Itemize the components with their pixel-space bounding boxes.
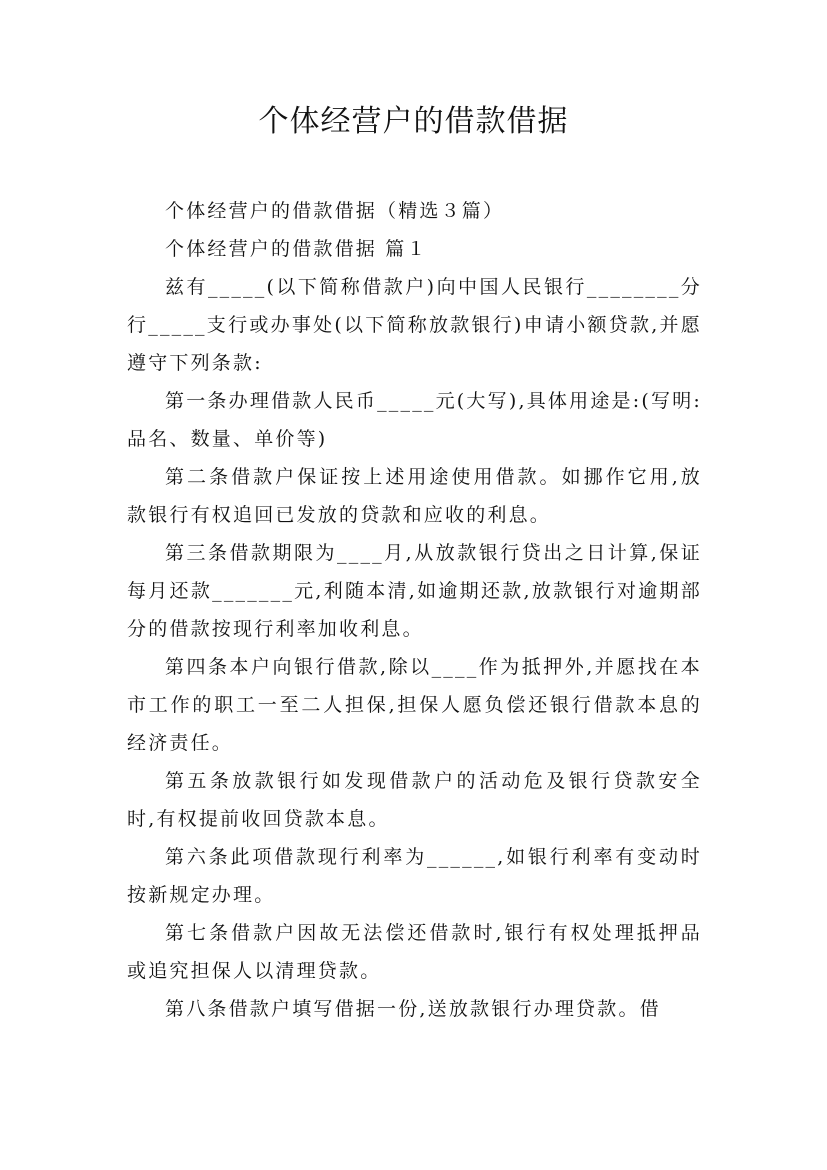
paragraph-article-2: 第二条借款户保证按上述用途使用借款。如挪作它用,放款银行有权追回已发放的贷款和应收的利息。 xyxy=(127,466,702,526)
paragraph-article-4: 第四条本户向银行借款,除以____作为抵押外,并愿找在本市工作的职工一至二人担保,担保人愿负偿还银行借款本息的经济责任。 xyxy=(127,656,702,754)
paragraph-article-8: 第八条借款户填写借据一份,送放款银行办理贷款。借 xyxy=(165,998,661,1020)
paragraph-article-3: 第三条借款期限为____月,从放款银行贷出之日计算,保证每月还款_______元,利随本清,如逾期还款,放款银行对逾期部分的借款按现行利率加收利息。 xyxy=(127,542,702,640)
document-body xyxy=(127,192,702,1028)
document-title: 个体经营户的借款借据 xyxy=(258,104,569,139)
paragraph-section-heading: 个体经营户的借款借据 篇１ xyxy=(165,238,428,260)
paragraph-subtitle: 个体经营户的借款借据（精选３篇） xyxy=(165,200,505,222)
paragraph-article-6: 第六条此项借款现行利率为______,如银行利率有变动时按新规定办理。 xyxy=(127,846,702,906)
paragraph-article-5: 第五条放款银行如发现借款户的活动危及银行贷款安全时,有权提前收回贷款本息。 xyxy=(127,770,702,830)
paragraph-article-7: 第七条借款户因故无法偿还借款时,银行有权处理抵押品或追究担保人以清理贷款。 xyxy=(127,922,702,982)
paragraph-article-1: 第一条办理借款人民币_____元(大写),具体用途是:(写明:品名、数量、单价等) xyxy=(127,390,702,450)
paragraph-preamble: 兹有_____(以下简称借款户)向中国人民银行________分行_____支行或办事处(以下简称放款银行)申请小额贷款,并愿遵守下列条款: xyxy=(127,276,702,374)
